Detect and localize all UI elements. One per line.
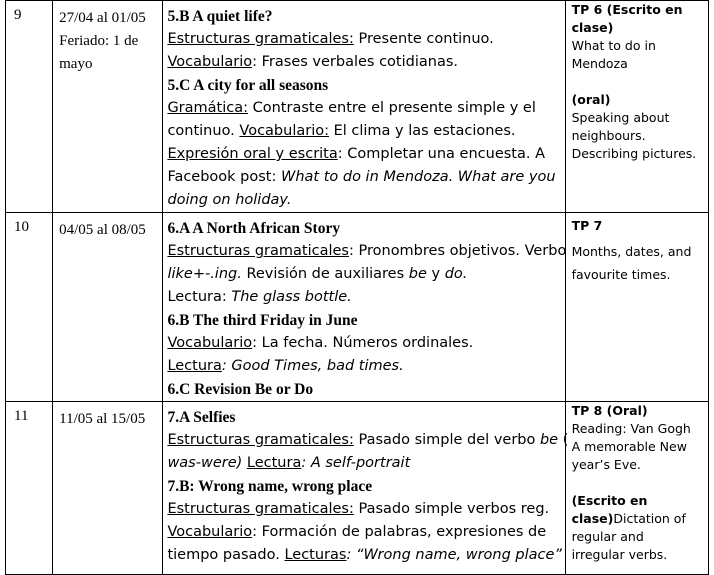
tp-title: clase) [571,20,614,35]
content-line: Vocabulario: Formación de palabras, expresiones de [167,524,547,540]
content-line: Lectura: The glass bottle. [167,289,352,305]
tp-title: TP 6 (Escrito en [571,2,683,17]
tp-line: neighbours. [571,128,646,143]
tp-line: irregular verbs. [571,547,668,562]
content-line: Estructuras gramaticales: Pasado simple del verbo be ( [167,432,569,448]
tp-line: What to do in [571,38,656,53]
week-dates [53,402,163,575]
table-row [6,402,709,575]
content-line: was-were) Lectura: A self-portrait [167,455,411,471]
unit-title: 6.A A North African Story [167,220,341,237]
tp-title: (Escrito en [571,493,648,508]
tp-line: Speaking about [571,110,670,125]
tp-cell [565,402,708,575]
content-line: Facebook post: What to do in Mendoza. What are you [167,169,556,185]
content-line: tiempo pasado. Lecturas: “Wrong name, wrong place” [167,547,562,563]
schedule-table [5,0,709,575]
week-dates [53,1,163,213]
tp-line: year’s Eve. [571,457,641,472]
content-line: Vocabulario: La fecha. Números ordinales. [167,335,474,351]
week-number [6,213,53,402]
unit-title: 6.B The third Friday in June [167,312,358,329]
content-line: Estructuras gramaticales: Presente continuo. [167,31,494,47]
tp-line: Months, dates, and [571,244,692,259]
unit-title: 6.C Revision Be or Do [167,381,314,398]
tp-title: TP 8 (Oral) [571,403,648,418]
tp-line: favourite times. [571,267,671,282]
content-line: Estructuras gramaticales: Pasado simple verbos reg. [167,501,550,517]
content-line: Vocabulario: Frases verbales cotidianas. [167,54,458,70]
tp-title: (oral) [571,92,611,107]
date-note: Feriado: 1 de mayo [59,33,139,72]
tp-line: regular and [571,529,644,544]
tp-title: TP 7 [571,218,603,233]
unit-title: 7.A Selfies [167,409,236,426]
week-number-text: 10 [14,219,29,235]
unit-title: 5.C A city for all seasons [167,77,329,94]
date-range: 27/04 al 01/05 [59,10,146,26]
date-range: 04/05 al 08/05 [59,222,146,238]
tp-line: A memorable New [571,439,687,454]
content-line: Estructuras gramaticales: Pronombres objetivos. Verbo [167,243,567,259]
week-number-text: 9 [14,7,22,23]
tp-line: Reading: Van Gogh [571,421,691,436]
unit-title: 5.B A quiet life? [167,8,273,25]
content-cell [163,213,565,402]
tp-cell [565,1,708,213]
content-line: continuo. Vocabulario: El clima y las estaciones. [167,123,516,139]
content-line: like+-.ing. Revisión de auxiliares be y do. [167,266,468,282]
tp-cell [565,213,708,402]
content-line: Expresión oral y escrita: Completar una encuesta. A [167,146,546,162]
content-line: Lectura: Good Times, bad times. [167,358,404,374]
date-range: 11/05 al 15/05 [59,411,146,427]
content-cell [163,402,569,575]
week-number [6,402,53,575]
table-row [6,1,709,213]
week-number [6,1,53,213]
week-dates [53,213,163,402]
unit-title: 7.B: Wrong name, wrong place [167,478,373,495]
week-number-text: 11 [14,408,29,424]
content-line: doing on holiday. [167,192,292,208]
tp-line: Mendoza [571,56,628,71]
content-cell [163,1,565,213]
tp-line: Describing pictures. [571,146,697,161]
table-row [6,213,709,402]
content-line: Gramática: Contraste entre el presente simple y el [167,100,536,116]
tp-line: clase)Dictation of [571,511,686,526]
